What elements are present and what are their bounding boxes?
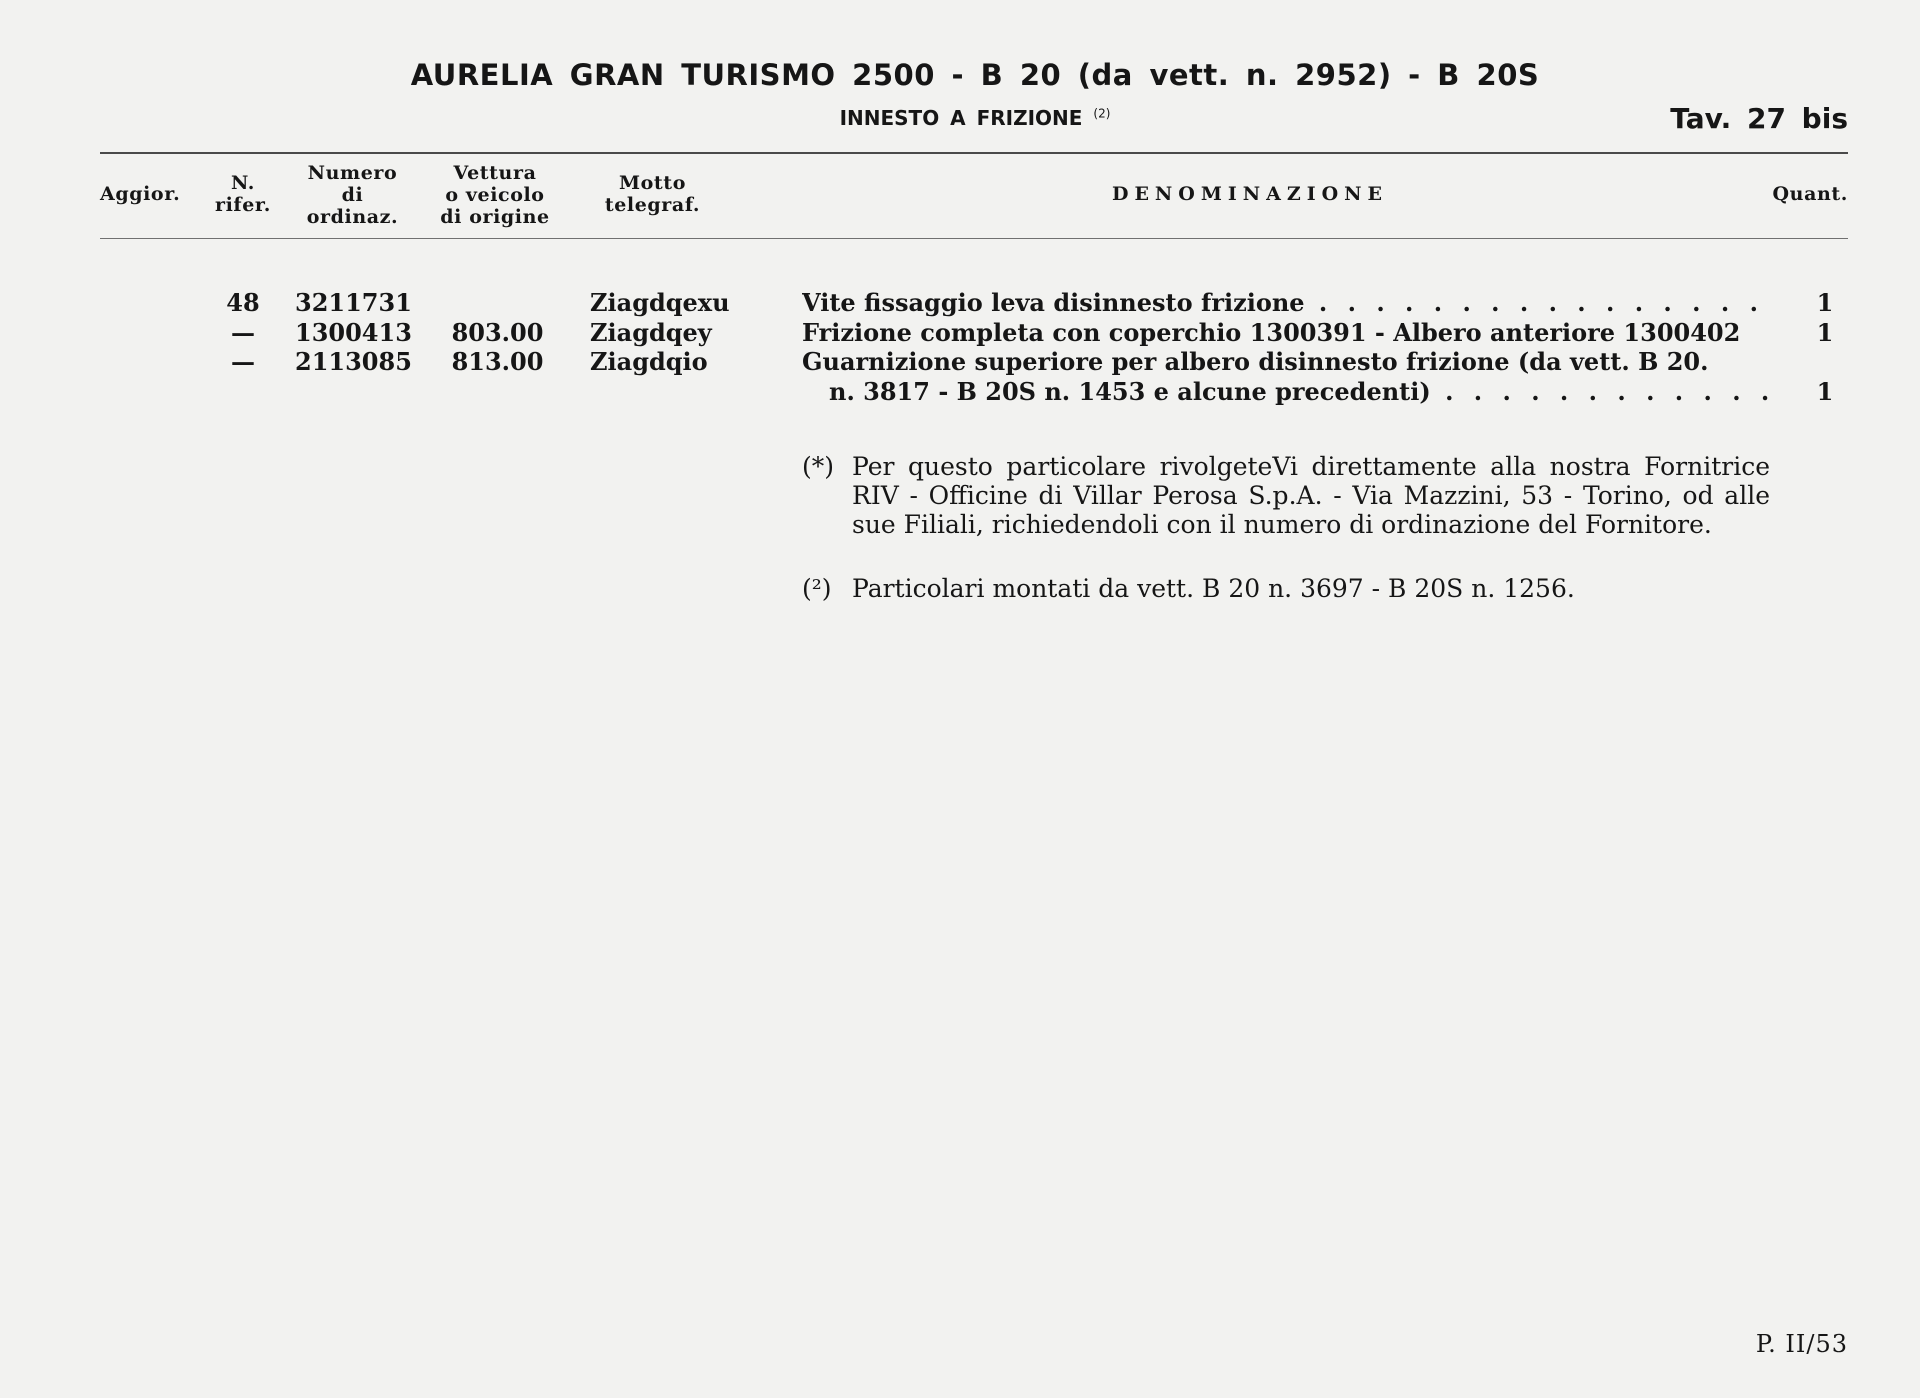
page-title: AURELIA GRAN TURISMO 2500 - B 20 (da vett. n. 2952) - B 20S	[410, 58, 1540, 92]
column-header-line: o veicolo	[445, 184, 545, 206]
column-header-motto	[590, 172, 715, 216]
footnote-mark: (²)	[802, 574, 832, 603]
cell-quant: 1	[1816, 377, 1834, 406]
column-header-line: di origine	[440, 206, 550, 228]
column-header-line: Numero	[307, 162, 398, 184]
footnote	[802, 574, 1770, 603]
page-number: P. II/53	[1755, 1330, 1848, 1358]
column-header-line: di	[341, 184, 364, 206]
cell-numero: 3211731	[295, 288, 412, 317]
denominazione-text: n. 3817 - B 20S n. 1453 e alcune precedenti) . . .	[829, 377, 1770, 406]
footnote	[802, 452, 1770, 539]
cell-rif: —	[231, 347, 255, 376]
cell-motto: Ziagdqey	[590, 318, 712, 347]
header-top-rule	[100, 152, 1848, 154]
table-row	[0, 288, 1920, 318]
column-header-line: ordinaz.	[306, 206, 399, 228]
cell-denominazione	[802, 288, 1770, 317]
footnote-text: Per questo particolare rivolgeteVi direttamente alla nostra Fornitrice RIV - Officine di Villar Perosa S.p.A. - Via Mazzini, 53 - Torino, od alle sue Filiali, richiedendoli con il numero di ordinazione del Fornitore.	[852, 452, 1770, 539]
cell-motto: Ziagdqio	[590, 347, 708, 376]
header-bottom-rule	[100, 238, 1848, 239]
cell-quant: 1	[1816, 288, 1834, 317]
cell-numero: 1300413	[295, 318, 412, 347]
cell-quant: 1	[1816, 318, 1834, 347]
subtitle-text: INNESTO A FRIZIONE	[839, 106, 1083, 130]
column-header-line: Vettura	[453, 162, 537, 184]
column-header-line: N.	[231, 172, 255, 194]
cell-motto: Ziagdqexu	[590, 288, 730, 317]
cell-vettura: 803.00	[451, 318, 544, 347]
column-header-n-rifer	[198, 172, 288, 216]
cell-denominazione: Guarnizione superiore per albero disinnesto frizione (da vett. B 20.	[802, 347, 1709, 376]
table-reference: Tav. 27 bis	[1670, 102, 1848, 135]
cell-denominazione: Frizione completa con coperchio 1300391 - Albero anteriore 1300402	[802, 318, 1741, 347]
column-header-vettura	[430, 162, 560, 228]
table-row	[0, 318, 1920, 348]
column-header-line: Motto	[619, 172, 686, 194]
cell-numero: 2113085	[295, 347, 412, 376]
column-header-numero	[295, 162, 410, 228]
cell-rif: 48	[226, 288, 260, 317]
table-row-continuation	[0, 377, 1920, 407]
footnote-mark: (*)	[802, 452, 835, 481]
column-header-line: telegraf.	[604, 194, 701, 216]
denominazione-text: Vite fissaggio leva disinnesto frizione . . .	[802, 288, 1770, 317]
cell-vettura: 813.00	[451, 347, 544, 376]
subtitle-footnote-mark: (2)	[1093, 106, 1111, 121]
cell-rif: —	[231, 318, 255, 347]
section-subtitle	[0, 106, 1920, 130]
column-header-denominazione: DENOMINAZIONE	[1111, 183, 1389, 205]
table-row	[0, 347, 1920, 377]
cell-denominazione	[829, 377, 1770, 406]
column-header-line: rifer.	[215, 194, 271, 216]
column-header-quant: Quant.	[1772, 183, 1848, 205]
footnote-text: Particolari montati da vett. B 20 n. 3697 - B 20S n. 1256.	[852, 574, 1575, 603]
column-header-aggior: Aggior.	[100, 183, 181, 205]
